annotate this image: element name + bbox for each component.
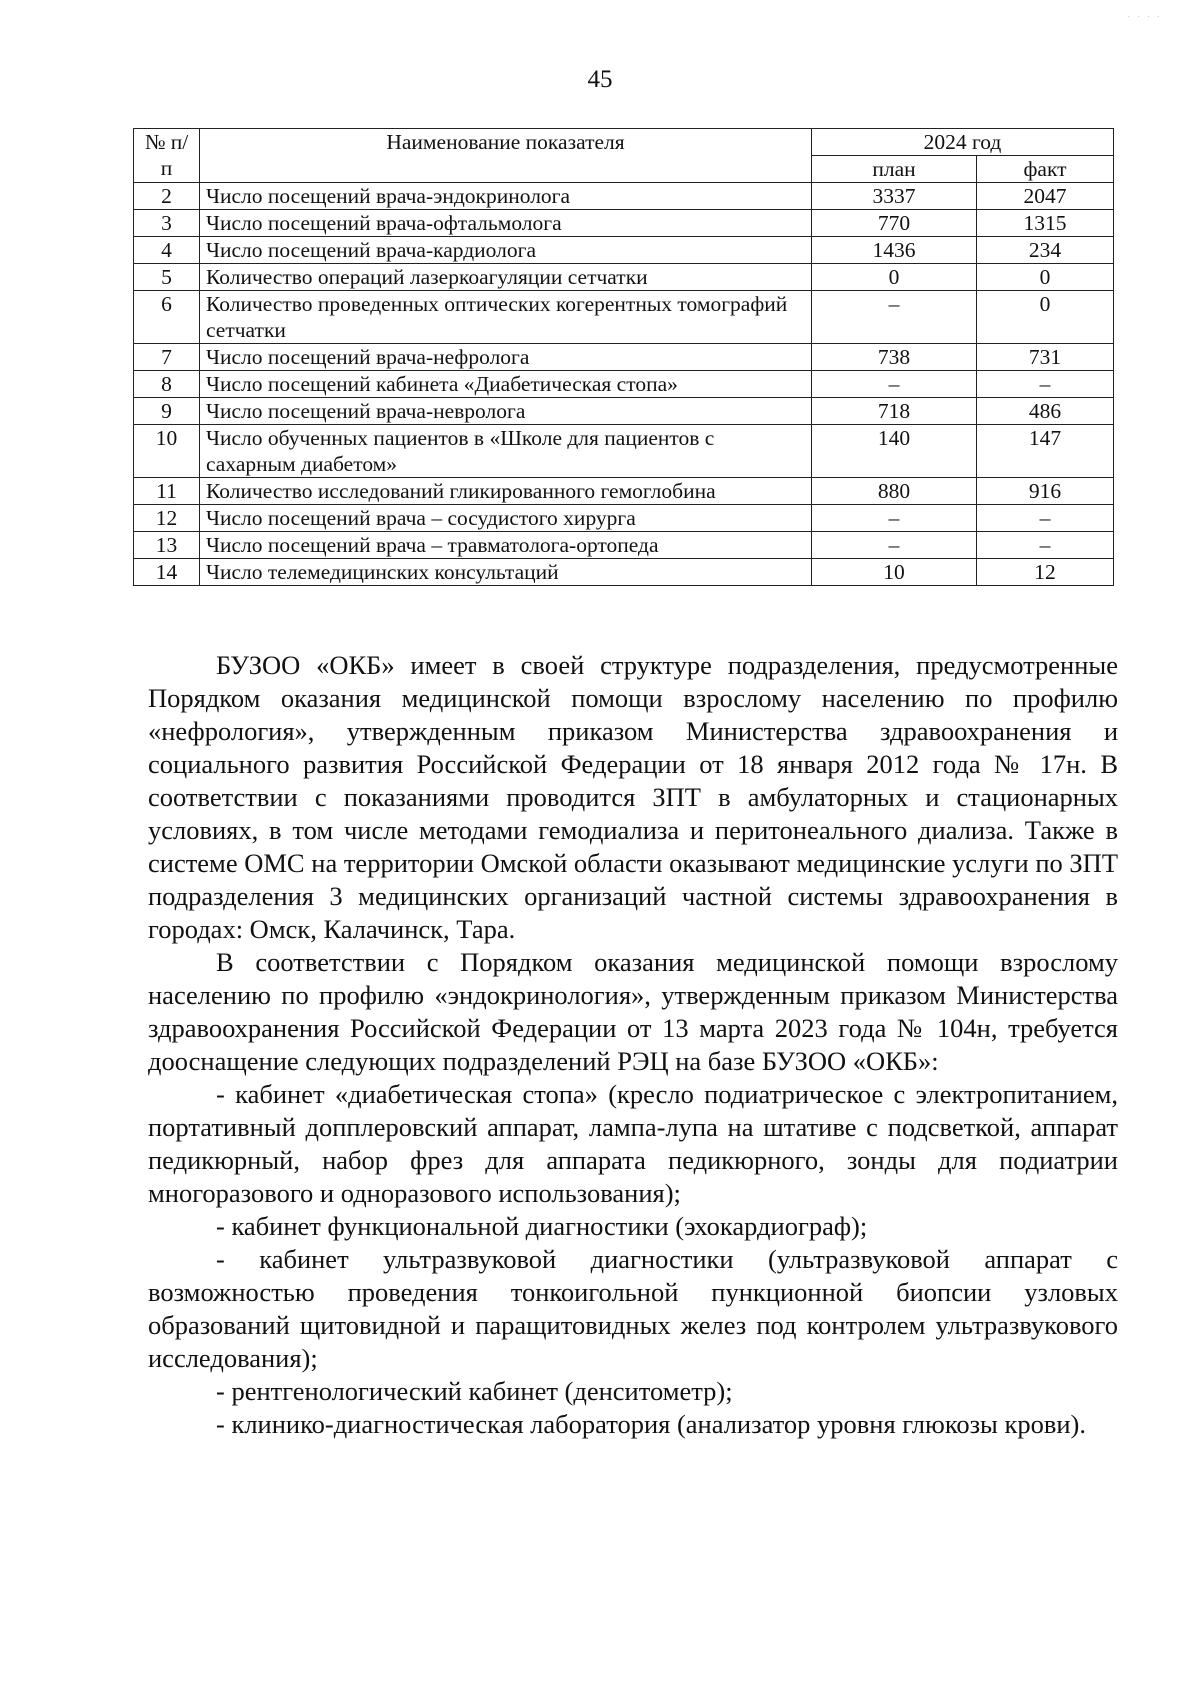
cell-plan: 738 — [812, 344, 977, 371]
cell-fact: 0 — [977, 291, 1114, 344]
table-row — [134, 183, 1114, 210]
cell-name: Число посещений врача-нефролога — [200, 344, 812, 371]
cell-name: Число посещений врача – травматолога-ортопеда — [200, 532, 812, 559]
cell-plan: 718 — [812, 398, 977, 425]
paragraph-endocrinology: В соответствии с Порядком оказания медицинской помощи взрослому населению по профилю «эндокринология», утвержденным приказом Министерства здравоохранения Российской Федерации от 13 марта 2023 года № 104н, требуется дооснащение следующих подразделений РЭЦ на базе БУЗОО «ОКБ»: — [148, 947, 1118, 1076]
list-item-diabetic-foot: - кабинет «диабетическая стопа» (кресло подиатрическое с электропитанием, портативный допплеровский аппарат, лампа-лупа на штативе с подсветкой, аппарат педикюрный, набор фрез для аппарата педикюрного, зонды для подиатрии многоразового и одноразового использования); — [148, 1079, 1118, 1208]
scan-stamp-mark: · · · · — [1127, 12, 1162, 23]
cell-fact: 2047 — [977, 183, 1114, 210]
list-item-xray: - рентгенологический кабинет (денситометр); — [216, 1376, 733, 1406]
list-item-laboratory: - клинико-диагностическая лаборатория (анализатор уровня глюкозы крови). — [216, 1409, 1087, 1439]
cell-fact: – — [977, 532, 1114, 559]
cell-name: Число телемедицинских консультаций — [200, 559, 812, 586]
cell-fact: 12 — [977, 559, 1114, 586]
table-row — [134, 344, 1114, 371]
header-year: 2024 год — [812, 129, 1114, 156]
table-row — [134, 237, 1114, 264]
table-header-row — [134, 129, 1114, 156]
cell-plan: 880 — [812, 478, 977, 505]
table-row — [134, 505, 1114, 532]
table-row — [134, 478, 1114, 505]
cell-fact: 147 — [977, 425, 1114, 478]
cell-name: Число посещений врача – сосудистого хирурга — [200, 505, 812, 532]
cell-fact: 486 — [977, 398, 1114, 425]
cell-name: Число посещений врача-невролога — [200, 398, 812, 425]
table-row — [134, 371, 1114, 398]
cell-plan: 3337 — [812, 183, 977, 210]
cell-fact: 234 — [977, 237, 1114, 264]
list-item-ultrasound: - кабинет ультразвуковой диагностики (ультразвуковой аппарат с возможностью проведения тонкоигольной пункционной биопсии узловых образований щитовидной и паращитовидных желез под контролем ультразвукового исследования); — [148, 1244, 1118, 1373]
table-row — [134, 398, 1114, 425]
cell-plan: 0 — [812, 264, 977, 291]
cell-name: Число обученных пациентов в «Школе для пациентов с сахарным диабетом» — [200, 425, 812, 478]
cell-fact: 731 — [977, 344, 1114, 371]
cell-num: 13 — [134, 532, 200, 559]
cell-num: 12 — [134, 505, 200, 532]
cell-plan: – — [812, 371, 977, 398]
table-row — [134, 291, 1114, 344]
cell-fact: – — [977, 505, 1114, 532]
cell-fact: 916 — [977, 478, 1114, 505]
cell-fact: 1315 — [977, 210, 1114, 237]
cell-plan: 1436 — [812, 237, 977, 264]
cell-num: 11 — [134, 478, 200, 505]
cell-name: Количество проведенных оптических когерентных томографий сетчатки — [200, 291, 812, 344]
body-text — [148, 649, 1118, 1441]
cell-num: 10 — [134, 425, 200, 478]
header-fact: факт — [977, 156, 1114, 183]
cell-num: 8 — [134, 371, 200, 398]
cell-name: Число посещений врача-офтальмолога — [200, 210, 812, 237]
cell-plan: – — [812, 291, 977, 344]
cell-name: Количество операций лазеркоагуляции сетчатки — [200, 264, 812, 291]
cell-plan: – — [812, 505, 977, 532]
cell-num: 5 — [134, 264, 200, 291]
paragraph-nephrology: БУЗОО «ОКБ» имеет в своей структуре подразделения, предусмотренные Порядком оказания медицинской помощи взрослому населению по профилю «нефрология», утвержденным приказом Министерства здравоохранения и социального развития Российской Федерации от 18 января 2012 года № 17н. В соответствии с показаниями проводится ЗПТ в амбулаторных и стационарных условиях, в том числе методами гемодиализа и перитонеального диализа. Также в системе ОМС на территории Омской области оказывают медицинские услуги по ЗПТ подразделения 3 медицинских организаций частной системы здравоохранения в городах: Омск, Калачинск, Тара. — [148, 650, 1118, 944]
cell-name: Количество исследований гликированного гемоглобина — [200, 478, 812, 505]
cell-fact: 0 — [977, 264, 1114, 291]
table-row — [134, 210, 1114, 237]
cell-plan: – — [812, 532, 977, 559]
table-row — [134, 425, 1114, 478]
header-num: № п/п — [134, 129, 200, 183]
cell-num: 3 — [134, 210, 200, 237]
table-row — [134, 559, 1114, 586]
page-number: 45 — [587, 66, 613, 93]
cell-fact: – — [977, 371, 1114, 398]
cell-num: 2 — [134, 183, 200, 210]
table-row — [134, 532, 1114, 559]
cell-num: 7 — [134, 344, 200, 371]
cell-num: 6 — [134, 291, 200, 344]
cell-name: Число посещений кабинета «Диабетическая стопа» — [200, 371, 812, 398]
table-row — [134, 264, 1114, 291]
cell-num: 4 — [134, 237, 200, 264]
cell-num: 14 — [134, 559, 200, 586]
cell-plan: 140 — [812, 425, 977, 478]
indicators-table — [133, 128, 1114, 586]
cell-plan: 770 — [812, 210, 977, 237]
cell-num: 9 — [134, 398, 200, 425]
table-body — [134, 183, 1114, 586]
list-item-functional-diagnostics: - кабинет функциональной диагностики (эхокардиограф); — [216, 1211, 868, 1241]
header-plan: план — [812, 156, 977, 183]
cell-name: Число посещений врача-эндокринолога — [200, 183, 812, 210]
cell-plan: 10 — [812, 559, 977, 586]
header-name: Наименование показателя — [200, 129, 812, 183]
cell-name: Число посещений врача-кардиолога — [200, 237, 812, 264]
